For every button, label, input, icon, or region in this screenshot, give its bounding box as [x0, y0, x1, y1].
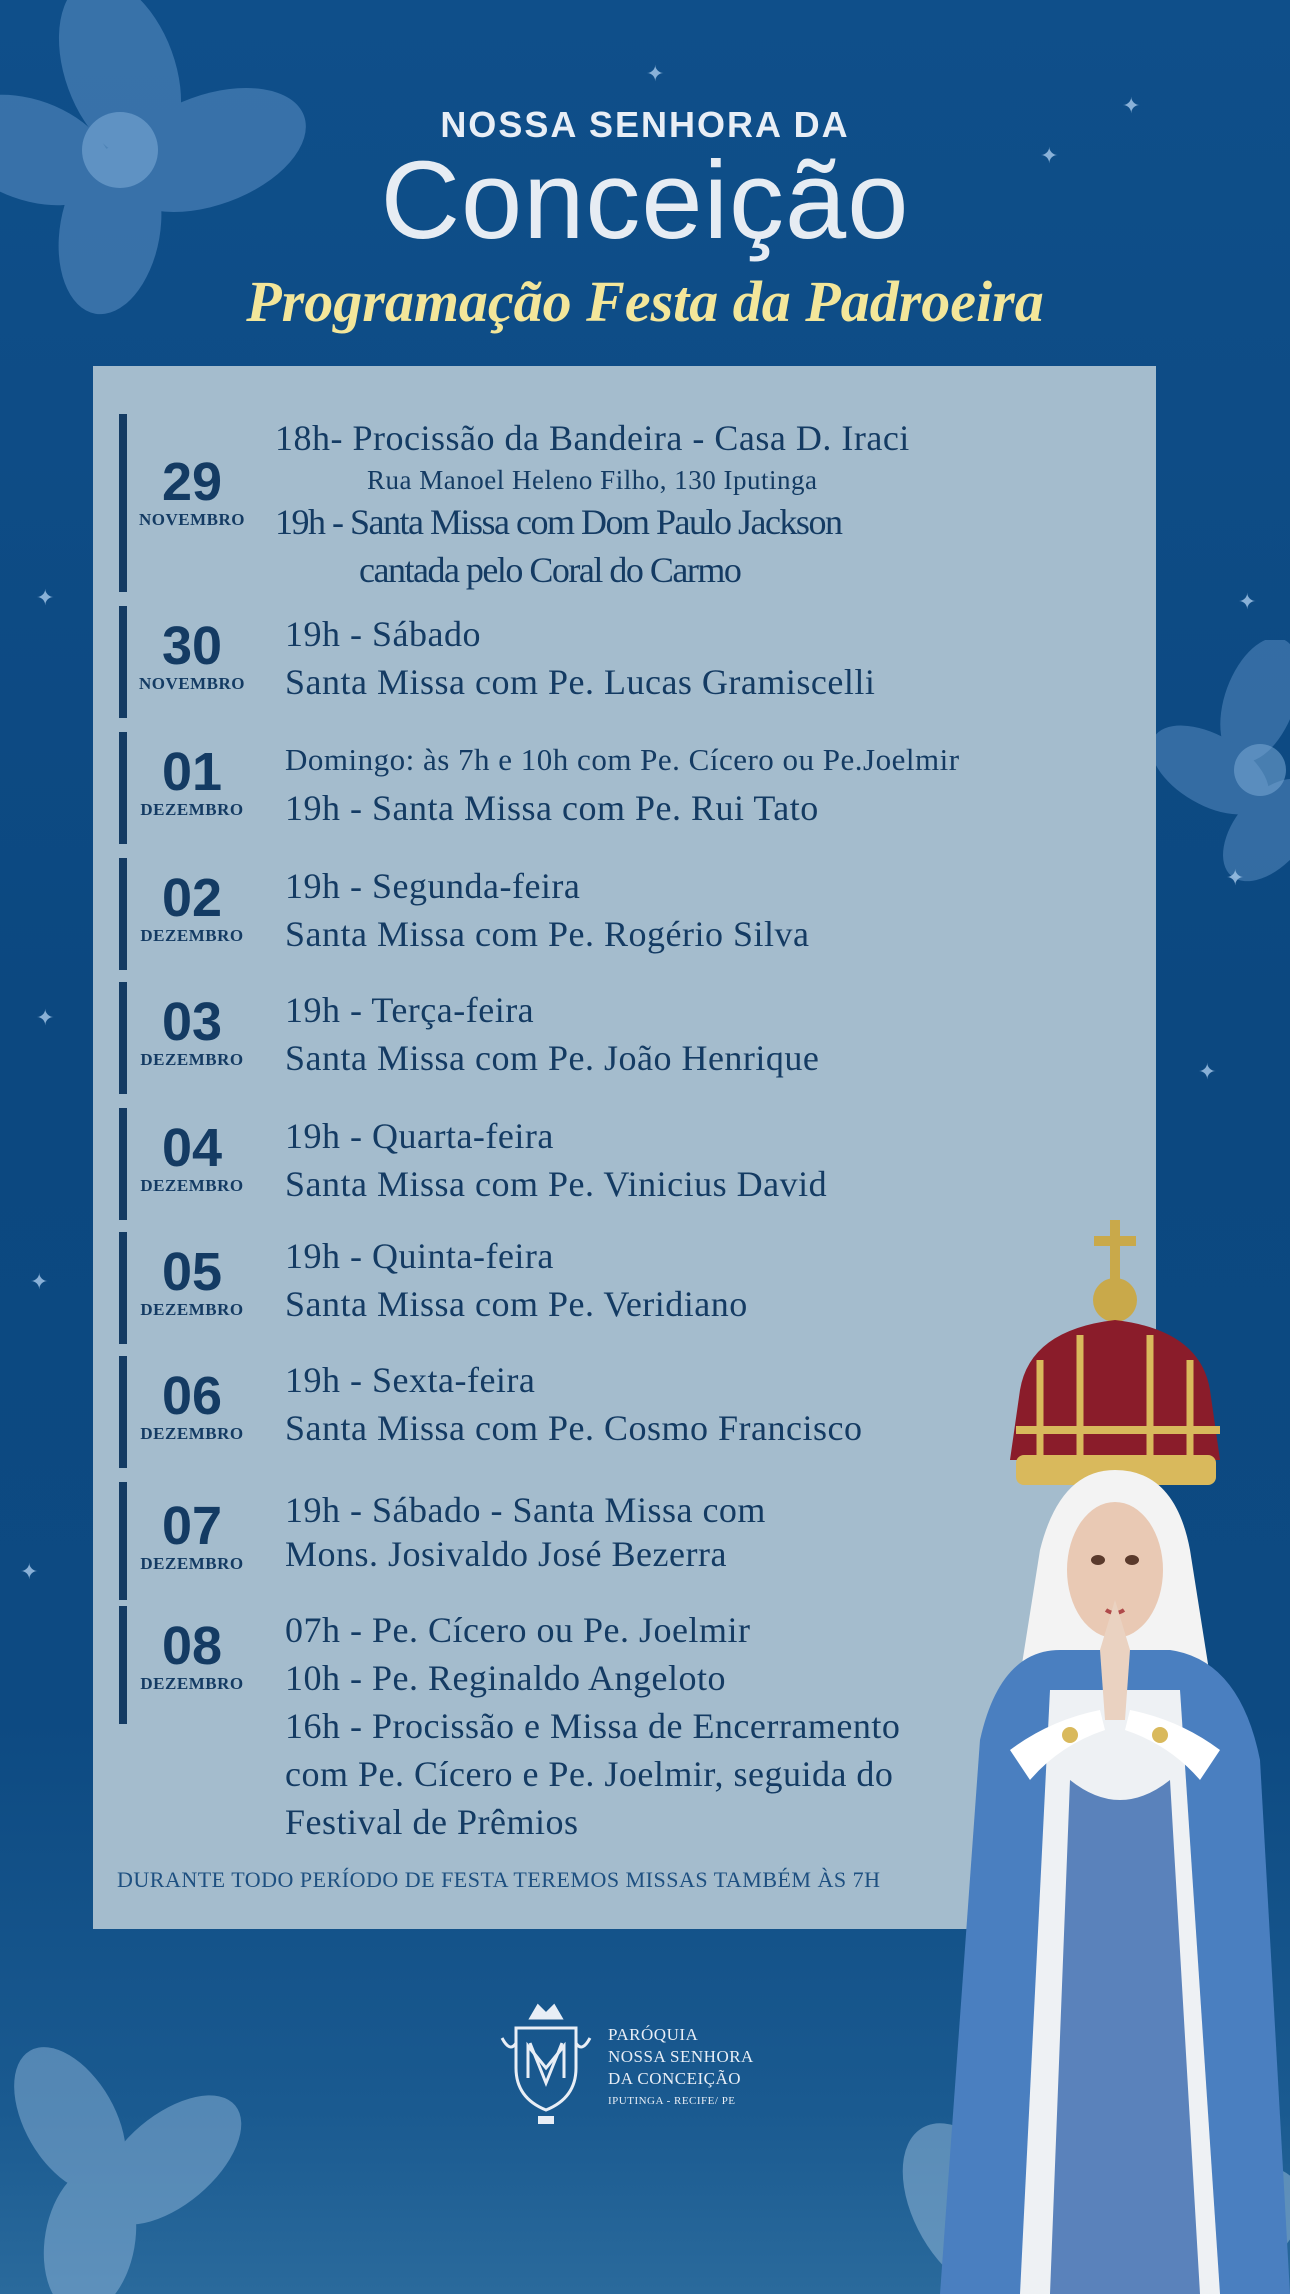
- sparkle-icon: ✦: [36, 1006, 55, 1031]
- entry-date: [135, 1244, 249, 1320]
- entry-bar: [119, 414, 127, 592]
- entry-day: 02: [161, 868, 223, 928]
- schedule-entry: [119, 982, 1139, 1094]
- sparkle-icon: ✦: [1226, 866, 1245, 891]
- entry-line: 07h - Pe. Cícero ou Pe. Joelmir: [285, 1610, 751, 1650]
- entry-month: DEZEMBRO: [140, 1424, 244, 1443]
- logo-line: PARÓQUIA: [608, 2025, 699, 2044]
- entry-line: 19h - Segunda-feira: [285, 866, 581, 906]
- entry-line: 19h - Sábado - Santa Missa com: [285, 1490, 766, 1530]
- entry-line: Santa Missa com Pe. Cosmo Francisco: [285, 1408, 863, 1448]
- sparkle-icon: ✦: [1040, 144, 1059, 169]
- schedule-entry: [119, 414, 1139, 592]
- entry-date: [135, 870, 249, 946]
- sparkle-icon: ✦: [1122, 94, 1141, 119]
- entry-day: 30: [161, 616, 223, 676]
- entry-lines: [285, 610, 875, 706]
- entry-date: [135, 1120, 249, 1196]
- entry-lines: [285, 736, 960, 832]
- entry-lines: [285, 862, 809, 958]
- entry-date: [135, 744, 249, 820]
- entry-line: 19h - Terça-feira: [285, 990, 535, 1030]
- sparkle-icon: ✦: [1238, 590, 1257, 615]
- entry-line: Santa Missa com Pe. Rogério Silva: [285, 914, 810, 954]
- entry-day: 06: [161, 1366, 223, 1426]
- logo-line: IPUTINGA - RECIFE/ PE: [608, 2095, 736, 2107]
- entry-date: [135, 618, 249, 694]
- entry-line: 19h - Sexta-feira: [285, 1360, 536, 1400]
- entry-line: Santa Missa com Pe. Vinicius David: [285, 1164, 828, 1204]
- entry-line: 19h - Sábado: [285, 614, 481, 654]
- entry-lines: [275, 414, 910, 594]
- entry-line: Festival de Prêmios: [285, 1802, 579, 1842]
- sparkle-icon: ✦: [36, 586, 55, 611]
- entry-month: DEZEMBRO: [140, 1300, 244, 1319]
- entry-bar: [119, 1232, 127, 1344]
- parish-logo-text: [608, 2024, 754, 2112]
- entry-line: com Pe. Cícero e Pe. Joelmir, seguida do: [285, 1754, 894, 1794]
- entry-day: 08: [161, 1616, 223, 1676]
- logo-line: DA CONCEIÇÃO: [608, 2069, 742, 2088]
- entry-bar: [119, 858, 127, 970]
- entry-month: DEZEMBRO: [140, 1050, 244, 1069]
- entry-line: Rua Manoel Heleno Filho, 130 Iputinga: [367, 465, 818, 495]
- footer-note: DURANTE TODO PERÍODO DE FESTA TEREMOS MISSAS TAMBÉM ÀS 7H: [117, 1867, 881, 1892]
- entry-date: [135, 454, 249, 530]
- entry-line: cantada pelo Coral do Carmo: [359, 550, 741, 590]
- entry-bar: [119, 1108, 127, 1220]
- entry-bar: [119, 1606, 127, 1724]
- header-small-title: NOSSA SENHORA DA: [440, 104, 850, 145]
- entry-lines: [285, 986, 819, 1082]
- parish-crest-icon: [496, 1998, 596, 2128]
- entry-lines: [285, 1486, 766, 1574]
- entry-day: 07: [161, 1496, 223, 1556]
- entry-line: Santa Missa com Pe. Lucas Gramiscelli: [285, 662, 876, 702]
- entry-day: 03: [161, 992, 223, 1052]
- entry-lines: [285, 1232, 748, 1328]
- entry-bar: [119, 606, 127, 718]
- schedule-entry: [119, 858, 1139, 970]
- schedule-entry: [119, 732, 1139, 844]
- entry-line: Domingo: às 7h e 10h com Pe. Cícero ou Pe.Joelmir: [285, 742, 960, 777]
- header-subtitle: Programação Festa da Padroeira: [246, 269, 1044, 334]
- sparkle-icon: ✦: [1198, 1060, 1217, 1085]
- entry-line: 18h- Procissão da Bandeira - Casa D. Iraci: [275, 418, 910, 458]
- entry-bar: [119, 1356, 127, 1468]
- entry-line: 10h - Pe. Reginaldo Angeloto: [285, 1658, 726, 1698]
- entry-line: Santa Missa com Pe. João Henrique: [285, 1038, 820, 1078]
- entry-date: [135, 1618, 249, 1694]
- entry-line: 19h - Santa Missa com Pe. Rui Tato: [285, 788, 819, 828]
- our-lady-statue-image: [920, 1220, 1290, 2294]
- entry-month: NOVEMBRO: [139, 510, 245, 529]
- sparkle-icon: ✦: [30, 1270, 49, 1295]
- entry-bar: [119, 982, 127, 1094]
- entry-line: 19h - Quinta-feira: [285, 1236, 554, 1276]
- entry-day: 29: [161, 452, 223, 512]
- header-big-title: Conceição: [380, 139, 910, 262]
- entry-day: 01: [161, 742, 223, 802]
- entry-month: DEZEMBRO: [140, 1176, 244, 1195]
- entry-line: Santa Missa com Pe. Veridiano: [285, 1284, 748, 1324]
- entry-bar: [119, 1482, 127, 1600]
- entry-lines: [285, 1356, 862, 1452]
- entry-line: 16h - Procissão e Missa de Encerramento: [285, 1706, 901, 1746]
- flower-right-decoration: [1150, 640, 1290, 900]
- entry-day: 04: [161, 1118, 223, 1178]
- entry-month: DEZEMBRO: [140, 1674, 244, 1693]
- entry-line: Mons. Josivaldo José Bezerra: [285, 1534, 727, 1574]
- sparkle-icon: ✦: [646, 62, 665, 87]
- entry-line: 19h - Santa Missa com Dom Paulo Jackson: [275, 502, 842, 542]
- entry-date: [135, 1368, 249, 1444]
- entry-date: [135, 994, 249, 1070]
- entry-month: DEZEMBRO: [140, 926, 244, 945]
- entry-bar: [119, 732, 127, 844]
- parish-logo: [496, 1998, 796, 2138]
- logo-line: NOSSA SENHORA: [608, 2047, 754, 2066]
- entry-day: 05: [161, 1242, 223, 1302]
- schedule-entry: [119, 1108, 1139, 1220]
- entry-month: NOVEMBRO: [139, 674, 245, 693]
- schedule-entry: [119, 606, 1139, 718]
- entry-month: DEZEMBRO: [140, 1554, 244, 1573]
- entry-lines: [285, 1606, 900, 1846]
- flower-bottom-left-decoration: [0, 2040, 270, 2294]
- entry-date: [135, 1498, 249, 1574]
- entry-month: DEZEMBRO: [140, 800, 244, 819]
- entry-line: 19h - Quarta-feira: [285, 1116, 554, 1156]
- entry-lines: [285, 1112, 827, 1208]
- sparkle-icon: ✦: [20, 1560, 39, 1585]
